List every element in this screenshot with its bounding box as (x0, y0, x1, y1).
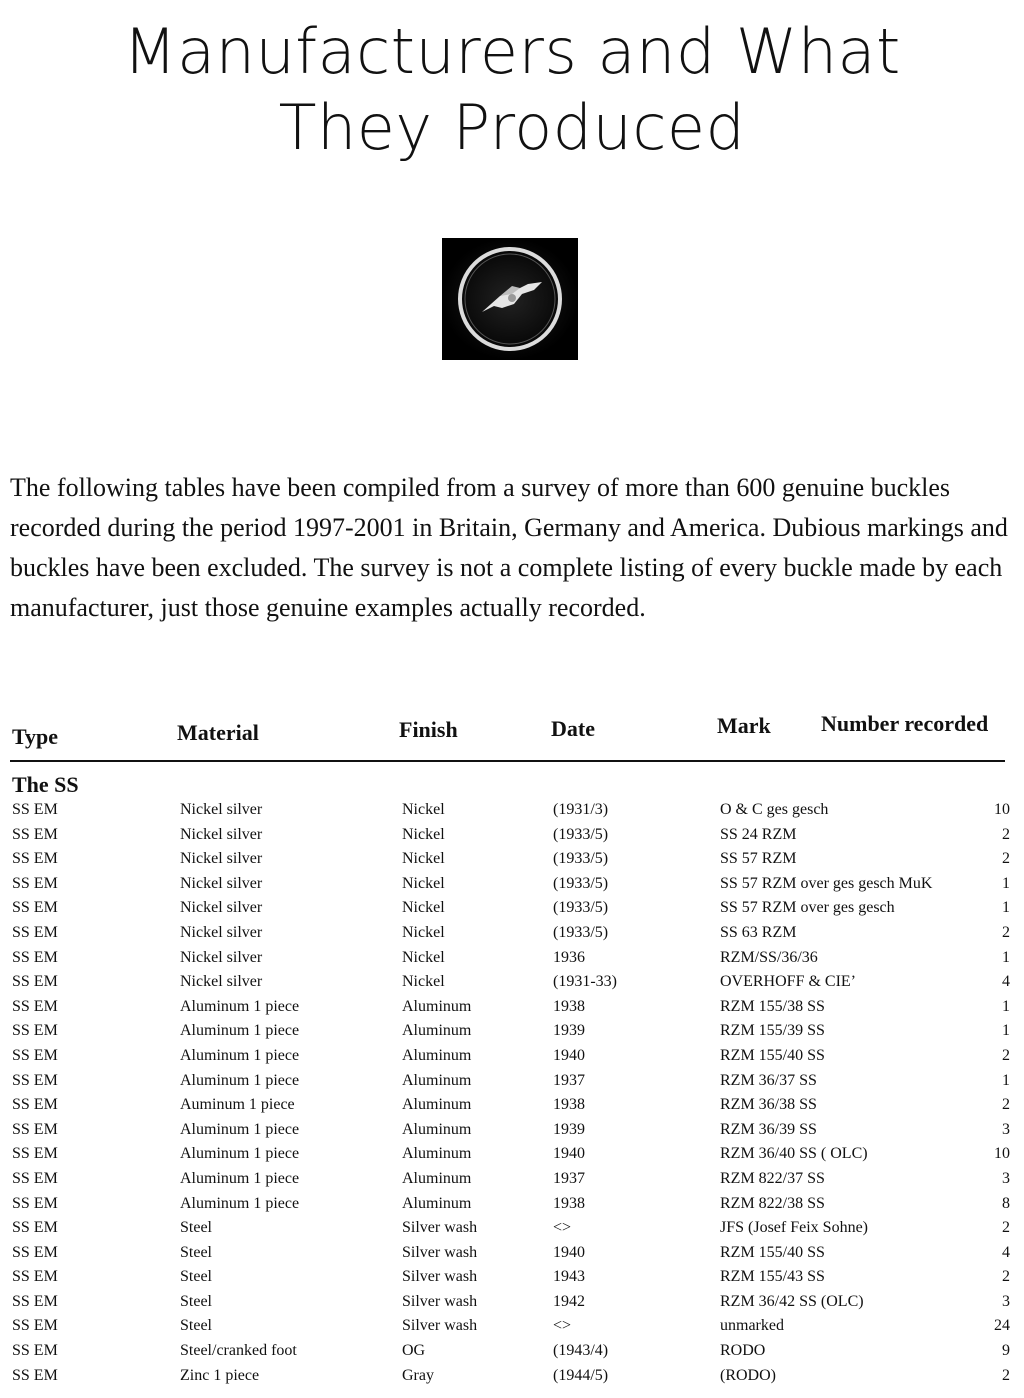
cell-mark: RZM 155/40 SS (720, 1243, 825, 1261)
cell-material: Steel (180, 1243, 212, 1261)
cell-date: 1939 (553, 1022, 585, 1040)
cell-number-recorded: 10 (994, 801, 1010, 818)
cell-type: SS EM (12, 899, 58, 917)
cell-material: Aluminum 1 piece (180, 1120, 300, 1138)
cell-finish: Aluminum (402, 1046, 472, 1064)
table-row (0, 794, 1024, 819)
cell-finish: Nickel (402, 850, 445, 868)
cell-finish: Aluminum (402, 1169, 472, 1187)
cell-number-recorded: 1 (1002, 1071, 1010, 1089)
cell-material: Auminum 1 piece (180, 1096, 295, 1114)
cell-type: SS EM (12, 1194, 58, 1212)
cell-material: Nickel silver (180, 899, 263, 917)
cell-mark: RZM 822/37 SS (720, 1169, 825, 1187)
cell-date: 1936 (553, 948, 585, 966)
header-rule (10, 760, 1005, 762)
table-row (0, 892, 1024, 917)
page-title-line-1: Manufacturers and What (123, 15, 901, 88)
cell-material: Steel (180, 1317, 212, 1335)
cell-type: SS EM (12, 1169, 58, 1187)
cell-mark: RZM 155/43 SS (720, 1268, 825, 1286)
cell-type: SS EM (12, 1120, 58, 1138)
cell-material: Aluminum 1 piece (180, 1169, 300, 1187)
cell-type: SS EM (12, 850, 58, 868)
cell-date: (1933/5) (553, 850, 609, 868)
cell-finish: Gray (402, 1366, 434, 1384)
cell-finish: Nickel (402, 874, 445, 892)
cell-type: SS EM (12, 1342, 58, 1360)
cell-type: SS EM (12, 874, 58, 892)
cell-finish: Silver wash (402, 1268, 478, 1286)
cell-finish: Silver wash (402, 1243, 478, 1261)
cell-material: Aluminum 1 piece (180, 1022, 300, 1040)
cell-material: Nickel silver (180, 923, 263, 941)
cell-finish: Aluminum (402, 1071, 472, 1089)
table-row (0, 1261, 1024, 1286)
cell-type: SS EM (12, 801, 58, 818)
eagle-ring-icon (442, 238, 578, 360)
cell-mark: RZM 155/39 SS (720, 1022, 825, 1040)
cell-number-recorded: 4 (1002, 973, 1010, 991)
cell-finish: Nickel (402, 899, 445, 917)
cell-mark: unmarked (720, 1317, 784, 1335)
cell-date: (1931-33) (553, 973, 617, 991)
table-row (0, 942, 1024, 967)
cell-number-recorded: 1 (1002, 899, 1010, 917)
table-row (0, 1138, 1024, 1163)
cell-type: SS EM (12, 1046, 58, 1064)
cell-material: Aluminum 1 piece (180, 997, 300, 1015)
cell-mark: RZM 36/37 SS (720, 1071, 817, 1089)
cell-date: <> (553, 1219, 572, 1237)
table-header (0, 708, 1024, 752)
cell-type: SS EM (12, 923, 58, 941)
cell-number-recorded: 2 (1002, 850, 1010, 868)
cell-date: 1938 (553, 1194, 585, 1212)
cell-material: Aluminum 1 piece (180, 1145, 300, 1163)
cell-mark: SS 24 RZM (720, 825, 797, 843)
cell-finish: Nickel (402, 801, 445, 818)
cell-finish: Silver wash (402, 1292, 478, 1310)
cell-date: 1939 (553, 1120, 585, 1138)
cell-number-recorded: 2 (1002, 825, 1010, 843)
table-row (0, 1163, 1024, 1188)
cell-number-recorded: 2 (1002, 923, 1010, 941)
cell-material: Zinc 1 piece (180, 1366, 260, 1384)
cell-date: 1937 (553, 1169, 585, 1187)
cell-finish: Nickel (402, 825, 445, 843)
cell-type: SS EM (12, 1292, 58, 1310)
cell-mark: JFS (Josef Feix Sohne) (720, 1219, 869, 1237)
cell-material: Steel/cranked foot (180, 1342, 297, 1360)
table-row (0, 966, 1024, 991)
intro-paragraph: The following tables have been compiled from a survey of more than 600 genuine buckles recorded during the period 1997-2001 in Britain, Germany and America. Dubious markings and buckles have been excluded. The survey is not a complete listing of every buckle made by each manufacturer, just those genuine examples actually recorded. (10, 473, 1008, 622)
cell-date: 1940 (553, 1046, 585, 1064)
cell-mark: RZM 822/38 SS (720, 1194, 825, 1212)
cell-mark: RZM 36/40 SS ( OLC) (720, 1145, 868, 1163)
cell-type: SS EM (12, 1366, 58, 1384)
table-row (0, 1335, 1024, 1360)
table-row (0, 1212, 1024, 1237)
cell-material: Aluminum 1 piece (180, 1194, 300, 1212)
cell-mark: RZM 155/38 SS (720, 997, 825, 1015)
cell-material: Nickel silver (180, 874, 263, 892)
cell-finish: Nickel (402, 948, 445, 966)
cell-finish: Aluminum (402, 1194, 472, 1212)
page-title (0, 14, 1024, 166)
cell-date: (1944/5) (553, 1366, 609, 1384)
cell-type: SS EM (12, 1022, 58, 1040)
cell-finish: Nickel (402, 973, 445, 991)
cell-mark: RZM 36/38 SS (720, 1096, 817, 1114)
header-date: Date (551, 716, 595, 741)
table-row (0, 1310, 1024, 1335)
cell-number-recorded: 2 (1002, 1096, 1010, 1114)
cell-date: 1940 (553, 1243, 585, 1261)
cell-mark: O & C ges gesch (720, 801, 829, 818)
cell-material: Steel (180, 1219, 212, 1237)
cell-finish: Aluminum (402, 1120, 472, 1138)
cell-type: SS EM (12, 1268, 58, 1286)
cell-finish: Silver wash (402, 1317, 478, 1335)
cell-finish: Aluminum (402, 1145, 472, 1163)
cell-date: (1931/3) (553, 801, 609, 818)
cell-date: 1937 (553, 1071, 585, 1089)
cell-date: 1938 (553, 1096, 585, 1114)
cell-number-recorded: 9 (1002, 1342, 1010, 1360)
cell-finish: Silver wash (402, 1219, 478, 1237)
cell-material: Nickel silver (180, 825, 263, 843)
table-row (0, 868, 1024, 893)
cell-type: SS EM (12, 1145, 58, 1163)
table-row (0, 991, 1024, 1016)
table-row (0, 1114, 1024, 1139)
table-row (0, 843, 1024, 868)
cell-date: <> (553, 1317, 572, 1335)
cell-number-recorded: 24 (994, 1317, 1010, 1335)
header-type: Type (12, 724, 59, 749)
cell-type: SS EM (12, 973, 58, 991)
cell-number-recorded: 4 (1002, 1243, 1010, 1261)
table-row (0, 819, 1024, 844)
cell-type: SS EM (12, 948, 58, 966)
cell-number-recorded: 10 (994, 1145, 1010, 1163)
table-row (0, 1286, 1024, 1311)
cell-mark: OVERHOFF & CIE’ (720, 973, 857, 991)
cell-mark: SS 63 RZM (720, 923, 797, 941)
cell-material: Nickel silver (180, 801, 263, 818)
cell-number-recorded: 3 (1002, 1292, 1010, 1310)
table-row (0, 1040, 1024, 1065)
header-number-recorded: Number recorded (821, 711, 989, 736)
cell-material: Aluminum 1 piece (180, 1046, 300, 1064)
cell-finish: Nickel (402, 923, 445, 941)
cell-type: SS EM (12, 825, 58, 843)
cell-material: Steel (180, 1268, 212, 1286)
cell-date: 1940 (553, 1145, 585, 1163)
cell-mark: RZM/SS/36/36 (720, 948, 818, 966)
table-row (0, 1188, 1024, 1213)
page-title-line-2: They Produced (278, 91, 746, 164)
buckle-emblem-image (442, 238, 578, 360)
cell-material: Nickel silver (180, 948, 263, 966)
cell-date: 1943 (553, 1268, 585, 1286)
cell-type: SS EM (12, 1317, 58, 1335)
cell-finish: OG (402, 1342, 426, 1360)
cell-number-recorded: 2 (1002, 1268, 1010, 1286)
cell-mark: SS 57 RZM over ges gesch (720, 899, 895, 917)
cell-material: Nickel silver (180, 973, 263, 991)
cell-type: SS EM (12, 997, 58, 1015)
cell-mark: RZM 36/39 SS (720, 1120, 817, 1138)
cell-mark: RZM 155/40 SS (720, 1046, 825, 1064)
cell-mark: SS 57 RZM over ges gesch MuK (720, 874, 933, 892)
cell-number-recorded: 1 (1002, 1022, 1010, 1040)
table-row (0, 1015, 1024, 1040)
cell-material: Steel (180, 1292, 212, 1310)
cell-number-recorded: 3 (1002, 1169, 1010, 1187)
cell-type: SS EM (12, 1096, 58, 1114)
table-body (0, 794, 1024, 1384)
cell-mark: RZM 36/42 SS (OLC) (720, 1292, 864, 1310)
cell-number-recorded: 1 (1002, 997, 1010, 1015)
cell-number-recorded: 8 (1002, 1194, 1010, 1212)
cell-mark: (RODO) (720, 1366, 776, 1384)
header-material: Material (177, 720, 259, 745)
cell-finish: Aluminum (402, 1022, 472, 1040)
header-mark: Mark (717, 713, 771, 738)
cell-type: SS EM (12, 1219, 58, 1237)
cell-date: (1933/5) (553, 923, 609, 941)
cell-date: (1943/4) (553, 1342, 609, 1360)
cell-number-recorded: 2 (1002, 1046, 1010, 1064)
cell-number-recorded: 1 (1002, 948, 1010, 966)
cell-number-recorded: 3 (1002, 1120, 1010, 1138)
cell-material: Nickel silver (180, 850, 263, 868)
cell-date: (1933/5) (553, 874, 609, 892)
cell-type: SS EM (12, 1243, 58, 1261)
section-title: The SS (12, 772, 79, 797)
cell-number-recorded: 2 (1002, 1219, 1010, 1237)
cell-date: (1933/5) (553, 825, 609, 843)
table-row (0, 1360, 1024, 1385)
cell-date: 1942 (553, 1292, 585, 1310)
cell-number-recorded: 2 (1002, 1366, 1010, 1384)
cell-number-recorded: 1 (1002, 874, 1010, 892)
cell-material: Aluminum 1 piece (180, 1071, 300, 1089)
cell-date: (1933/5) (553, 899, 609, 917)
table-row (0, 1237, 1024, 1262)
cell-finish: Aluminum (402, 1096, 472, 1114)
header-finish: Finish (399, 717, 458, 742)
table-row (0, 1089, 1024, 1114)
table-row (0, 917, 1024, 942)
cell-finish: Aluminum (402, 997, 472, 1015)
table-row (0, 1065, 1024, 1090)
cell-mark: RODO (720, 1342, 766, 1360)
cell-date: 1938 (553, 997, 585, 1015)
cell-mark: SS 57 RZM (720, 850, 797, 868)
cell-type: SS EM (12, 1071, 58, 1089)
